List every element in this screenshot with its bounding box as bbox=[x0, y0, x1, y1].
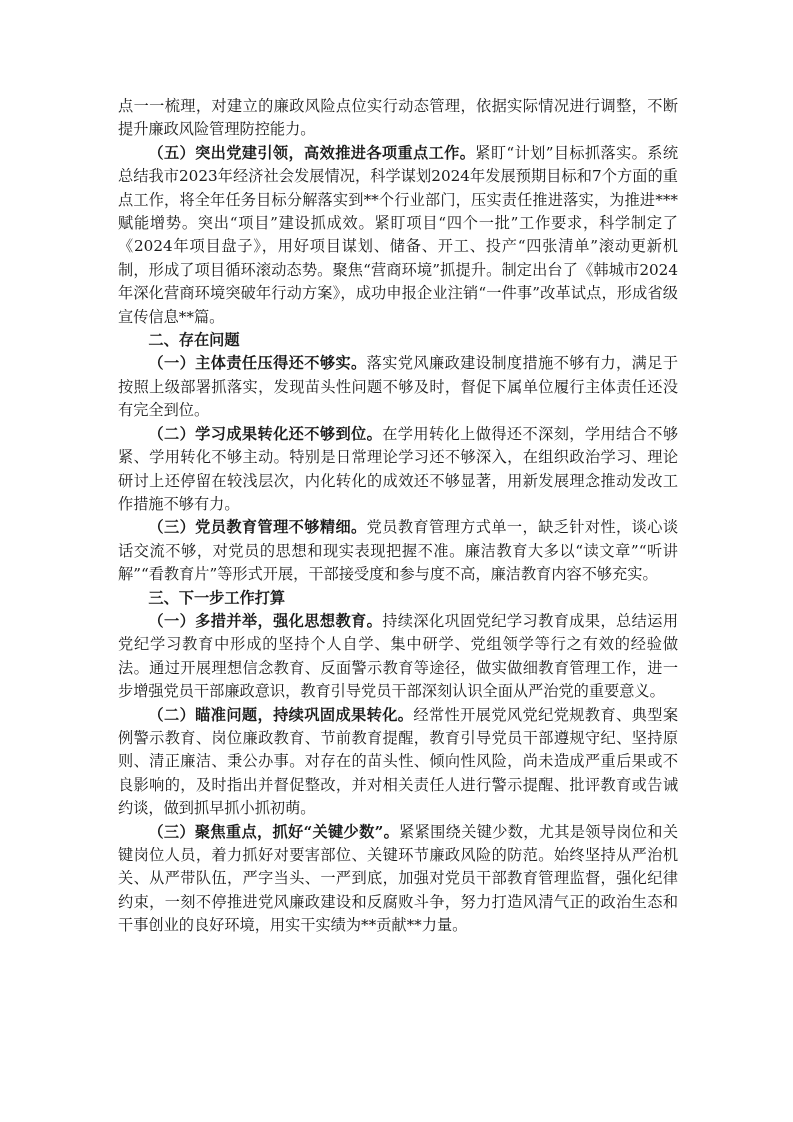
paragraph-lead: （二）学习成果转化还不够到位。 bbox=[148, 424, 383, 443]
paragraph-body: 紧盯“计划”目标抓落实。系统总结我市2023年经济社会发展情况，科学谋划2024年发展预期目标和7个方面的重点工作，将全年任务目标分解落实到**个行业部门，压实责任推进落实，为推进***赋能增势。突出“项目”建设抓成效。紧盯项目“四个一批”工作要求，科学制定了《2024年项目盘子》，用好项目谋划、储备、开工、投产“四张清单”滚动更新机制，形成了项目循环滚动态势。聚焦“营商环境”抓提升。制定出台了《韩城市2024年深化营商环境突破年行动方案》，成功申报企业注销“一件事”改革试点，形成省级宣传信息**篇。 bbox=[118, 143, 679, 326]
paragraph-body: 在学用转化上做得还不深刻，学用结合不够紧、学用转化不够主动。特别是日常理论学习还不够深入，在组织政治学习、理论研讨上还停留在较浅层次，内化转化的成效还不够显著，用新发展理念推动发改工作措施不够有力。 bbox=[118, 424, 679, 513]
paragraph-body: 党员教育管理方式单一，缺乏针对性，谈心谈话交流不够，对党员的思想和现实表现把握不准。廉洁教育大多以“读文章”“听讲解”“看教育片”等形式开展，干部接受度和参与度不高，廉洁教育内容不够充实。 bbox=[118, 518, 679, 584]
paragraph-item-5 bbox=[118, 142, 678, 329]
paragraph-lead: （三）聚焦重点，抓好“关键少数”。 bbox=[148, 822, 400, 841]
paragraph-lead: （一）多措并举，强化思想教育。 bbox=[148, 611, 383, 630]
paragraph-problem-3 bbox=[118, 516, 678, 586]
paragraph-body: 落实党风廉政建设制度措施不够有力，满足于按照上级部署抓落实，发现苗头性问题不够及时，督促下属单位履行主体责任还没有完全到位。 bbox=[118, 354, 679, 420]
paragraph-lead: （二）瞄准问题，持续巩固成果转化。 bbox=[148, 705, 414, 724]
section-heading-3: 三、下一步工作打算 bbox=[148, 588, 286, 607]
paragraph-body: 紧紧围绕关键少数，尤其是领导岗位和关键岗位人员，着力抓好对要害部位、关键环节廉政风险的防范。始终坚持从严治机关、从严带队伍，严字当头、一严到底，加强对党员干部教育管理监督，强化纪律约束，一刻不停推进党风廉政建设和反腐败斗争，努力打造风清气正的政治生态和干事创业的良好环境，用实干实绩为**贡献**力量。 bbox=[118, 822, 679, 935]
paragraph-lead: （一）主体责任压得还不够实。 bbox=[148, 354, 367, 373]
section-heading-2: 二、存在问题 bbox=[148, 331, 240, 350]
paragraph-plan-1 bbox=[118, 610, 678, 704]
paragraph-body: 点一一梳理，对建立的廉政风险点位实行动态管理，依据实际情况进行调整，不断提升廉政风险管理防控能力。 bbox=[118, 97, 678, 139]
paragraph-problem-2 bbox=[118, 423, 678, 517]
paragraph-plan-3 bbox=[118, 821, 678, 938]
paragraph-lead: （五）突出党建引领，高效推进各项重点工作。 bbox=[148, 143, 476, 162]
document-page bbox=[118, 95, 678, 938]
paragraph-lead: （三）党员教育管理不够精细。 bbox=[148, 518, 367, 537]
paragraph-body: 经常性开展党风党纪党规教育、典型案例警示教育、岗位廉政教育、节前教育提醒，教育引导党员干部遵规守纪、坚持原则、清正廉洁、秉公办事。对存在的苗头性、倾向性风险，尚未造成严重后果或不良影响的，及时指出并督促整改，并对相关责任人进行警示提醒、批评教育或告诫约谈，做到抓早抓小抓初萌。 bbox=[118, 705, 679, 818]
paragraph-continued bbox=[118, 95, 678, 142]
paragraph-problem-1 bbox=[118, 352, 678, 422]
paragraph-body: 持续深化巩固党纪学习教育成果，总结运用党纪学习教育中形成的坚持个人自学、集中研学、党组领学等行之有效的经验做法。通过开展理想信念教育、反面警示教育等途径，做实做细教育管理工作，进一步增强党员干部廉政意识，教育引导党员干部深刻认识全面从严治党的重要意义。 bbox=[118, 611, 679, 701]
paragraph-plan-2 bbox=[118, 704, 678, 821]
